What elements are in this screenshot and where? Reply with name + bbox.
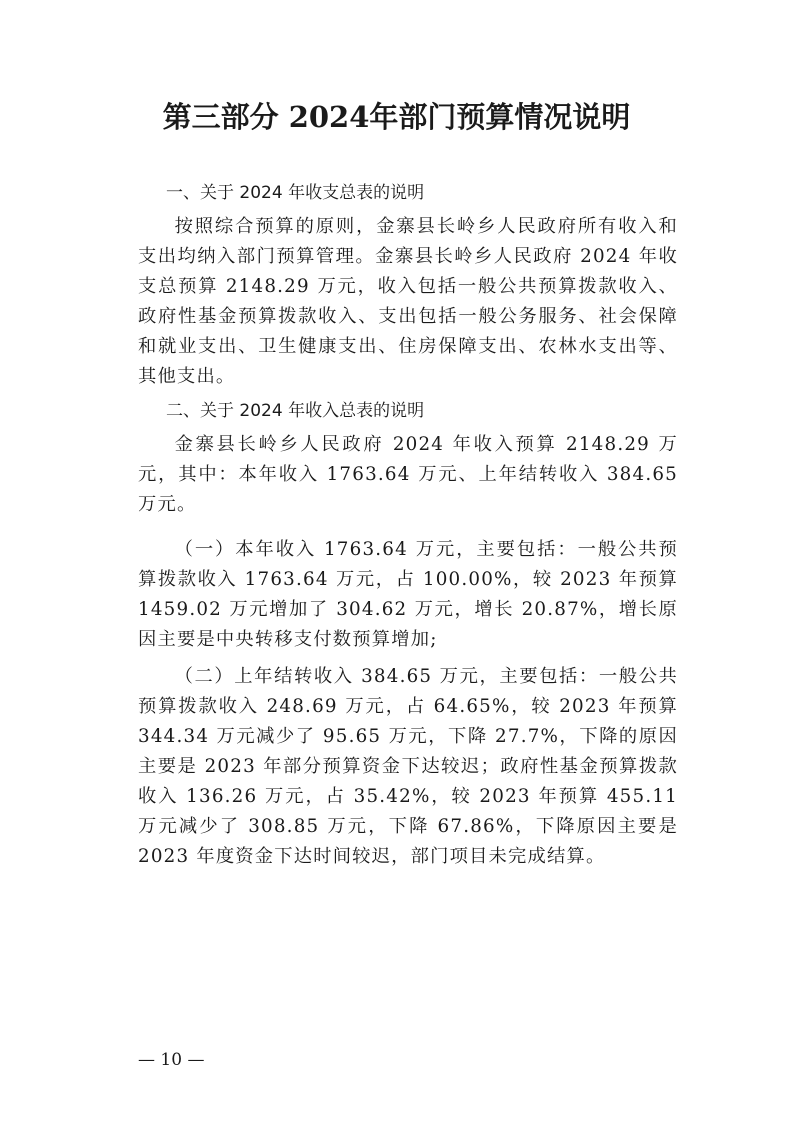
paragraph-income-expense-summary: 按照综合预算的原则，金寨县长岭乡人民政府所有收入和支出均纳入部门预算管理。金寨县长岭乡人民政府 2024 年收支总预算 2148.29 万元，收入包括一般公共预算拨款收入、政府性基金预算拨款收入、支出包括一般公务服务、社会保障和就业支出、卫生健康支出、住房保障支出、农林水支出等、其他支出。 [138, 216, 678, 387]
page-title: 第三部分 2024年部门预算情况说明 [162, 100, 631, 134]
section-heading-income-summary: 二、关于 2024 年收入总表的说明 [166, 401, 425, 421]
document-body [138, 178, 678, 872]
paragraph-income-overview: 金寨县长岭乡人民政府 2024 年收入预算 2148.29 万元，其中：本年收入 1763.64 万元、上年结转收入 384.65 万元。 [138, 434, 678, 515]
paragraph-current-year-income: （一）本年收入 1763.64 万元，主要包括：一般公共预算拨款收入 1763.64 万元，占 100.00%，较 2023 年预算 1459.02 万元增加了 304.62 万元，增长 20.87%，增长原因主要是中央转移支付数预算增加; [138, 539, 678, 650]
page-number: — 10 — [138, 1050, 205, 1070]
section-heading-income-expense-summary: 一、关于 2024 年收支总表的说明 [166, 183, 425, 203]
paragraph-carryover-income: （二）上年结转收入 384.65 万元，主要包括：一般公共预算拨款收入 248.69 万元，占 64.65%，较 2023 年预算 344.34 万元减少了 95.65 万元，下降 27.7%，下降的原因主要是 2023 年部分预算资金下达较迟；政府性基金预算拨款收入 136.26 万元，占 35.42%，较 2023 年预算 455.11 万元减少了 308.85 万元，下降 67.86%，下降原因主要是 2023 年度资金下达时间较迟，部门项目未完成结算。 [138, 666, 678, 867]
